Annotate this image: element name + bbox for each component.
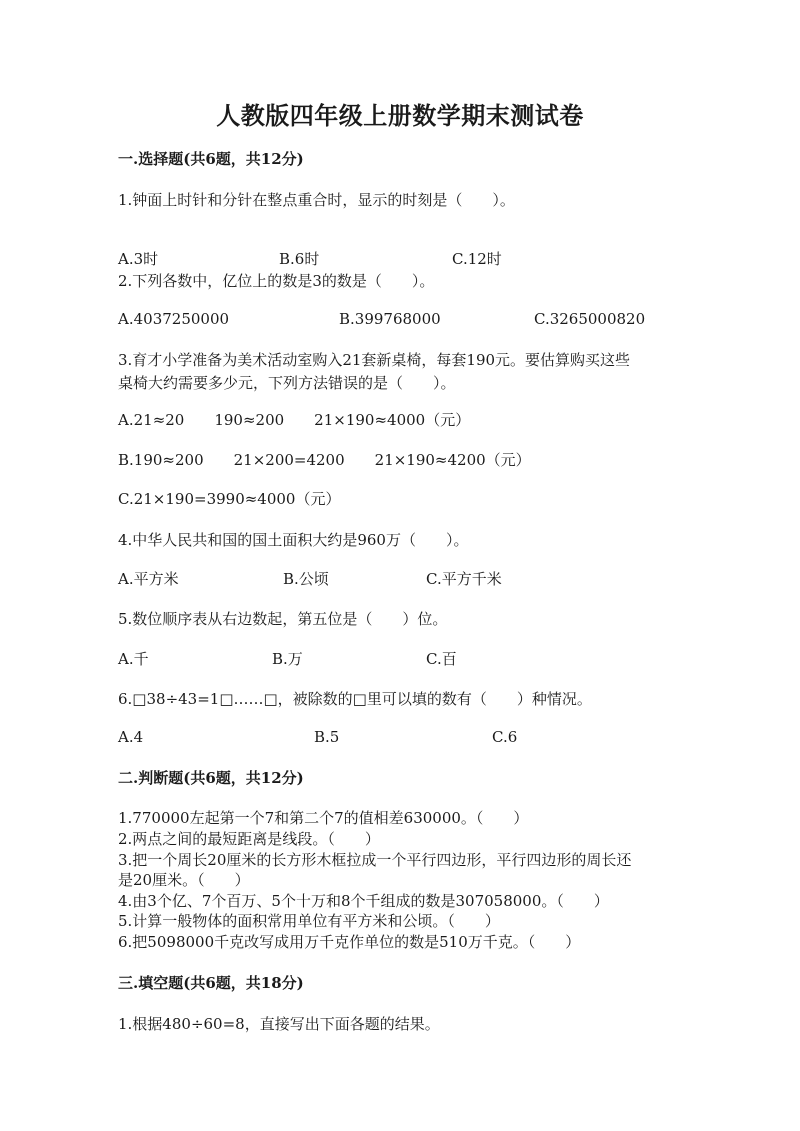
choice-3-option-b: B.190≈200 21×200=4200 21×190≈4200（元） (118, 451, 531, 469)
judge-item-4: 4.由3个亿、7个百万、5个十万和8个千组成的数是307058000。（ ） (118, 892, 609, 910)
section-heading-choice: 一.选择题(共6题，共12分) (118, 150, 304, 168)
fill-question-1: 1.根据480÷60=8，直接写出下面各题的结果。 (118, 1015, 440, 1033)
choice-2-option-b: B.399768000 (339, 310, 441, 328)
choice-4-option-c: C.平方千米 (426, 570, 502, 588)
judge-item-1: 1.770000左起第一个7和第二个7的值相差630000。（ ） (118, 809, 529, 827)
choice-2-option-a: A.4037250000 (118, 310, 230, 328)
choice-1-option-b: B.6时 (279, 250, 320, 268)
choice-5-option-b: B.万 (272, 650, 303, 668)
choice-question-3-line-1: 3.育才小学准备为美术活动室购入21套新桌椅，每套190元。要估算购买这些 (118, 351, 631, 369)
choice-3-option-c: C.21×190=3990≈4000（元） (118, 490, 341, 508)
choice-question-3-line-2: 桌椅大约需要多少元，下列方法错误的是（ ）。 (118, 374, 456, 392)
choice-6-option-a: A.4 (118, 728, 144, 746)
section-heading-judge: 二.判断题(共6题，共12分) (118, 769, 304, 787)
choice-4-option-a: A.平方米 (118, 570, 179, 588)
judge-item-5: 5.计算一般物体的面积常用单位有平方米和公顷。（ ） (118, 912, 500, 930)
choice-1-option-a: A.3时 (118, 250, 159, 268)
page-title: 人教版四年级上册数学期末测试卷 (216, 101, 584, 130)
choice-question-4: 4.中华人民共和国的国土面积大约是960万（ ）。 (118, 531, 469, 549)
judge-item-2: 2.两点之间的最短距离是线段。（ ） (118, 830, 380, 848)
choice-4-option-b: B.公顷 (283, 570, 329, 588)
section-heading-fill: 三.填空题(共6题，共18分) (118, 974, 304, 992)
choice-question-2: 2.下列各数中，亿位上的数是3的数是（ ）。 (118, 272, 435, 290)
choice-question-1: 1.钟面上时针和分针在整点重合时，显示的时刻是（ ）。 (118, 191, 515, 209)
choice-5-option-c: C.百 (426, 650, 457, 668)
judge-item-6: 6.把5098000千克改写成用万千克作单位的数是510万千克。（ ） (118, 933, 581, 951)
choice-6-option-b: B.5 (314, 728, 340, 746)
choice-3-option-a: A.21≈20 190≈200 21×190≈4000（元） (118, 411, 471, 429)
choice-5-option-a: A.千 (118, 650, 149, 668)
judge-item-3-line-2: 是20厘米。（ ） (118, 871, 250, 889)
judge-item-3-line-1: 3.把一个周长20厘米的长方形木框拉成一个平行四边形，平行四边形的周长还 (118, 851, 632, 869)
choice-1-option-c: C.12时 (452, 250, 502, 268)
choice-2-option-c: C.3265000820 (534, 310, 646, 328)
choice-question-5: 5.数位顺序表从右边数起，第五位是（ ）位。 (118, 610, 448, 628)
choice-question-6: 6.□38÷43=1□……□，被除数的□里可以填的数有（ ）种情况。 (118, 690, 592, 708)
choice-6-option-c: C.6 (492, 728, 518, 746)
